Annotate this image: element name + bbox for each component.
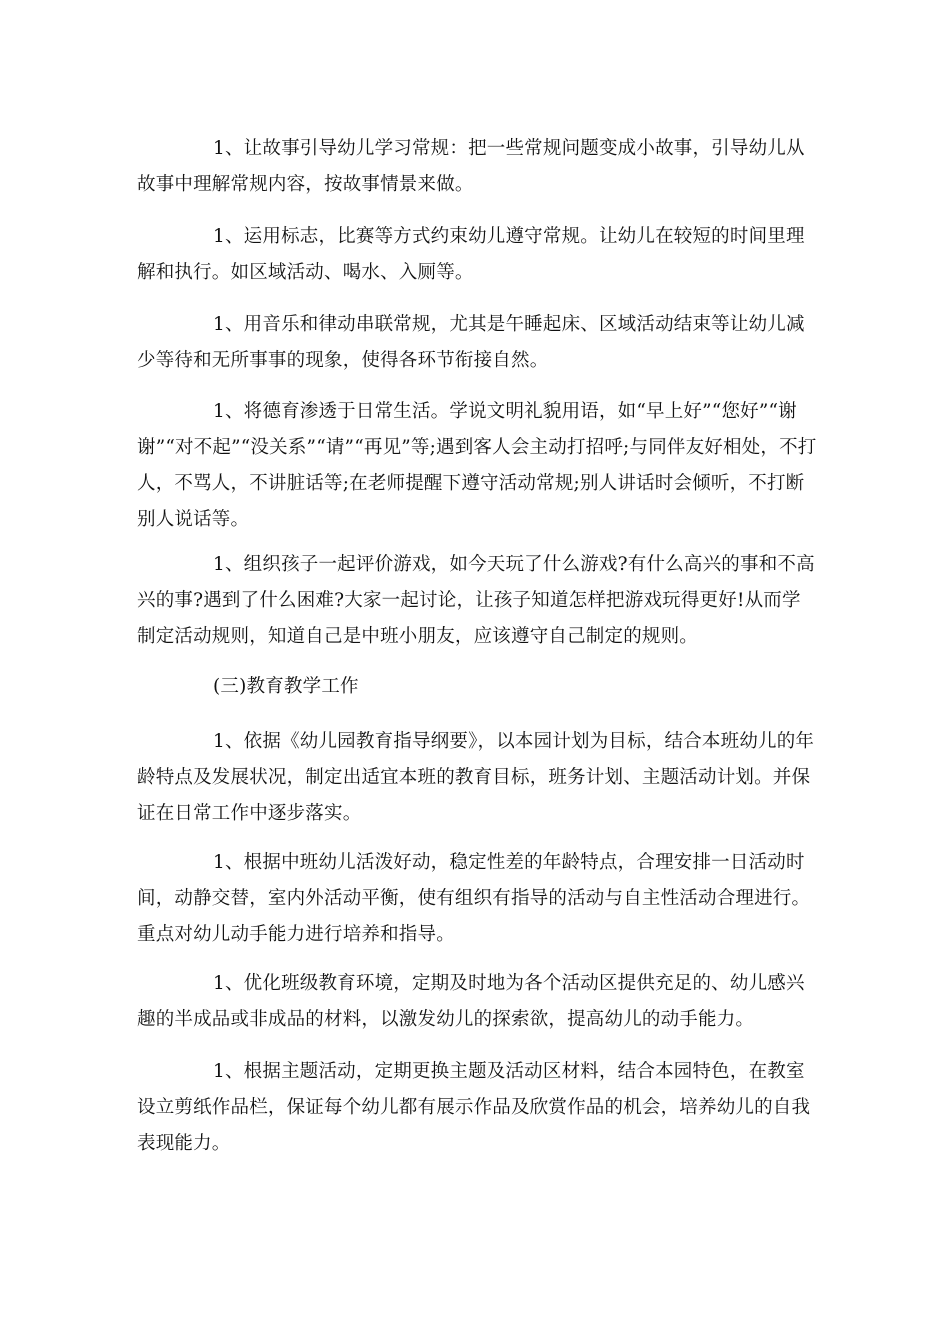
paragraph: 1、用音乐和律动串联常规，尤其是午睡起床、区域活动结束等让幼儿减少等待和无所事事的现象，使得各环节衔接自然。	[137, 314, 805, 371]
paragraph: 1、优化班级教育环境，定期及时地为各个活动区提供充足的、幼儿感兴趣的半成品或非成品的材料，以激发幼儿的探索欲，提高幼儿的动手能力。	[137, 973, 805, 1030]
paragraph: 1、让故事引导幼儿学习常规：把一些常规问题变成小故事，引导幼儿从故事中理解常规内容，按故事情景来做。	[137, 138, 805, 195]
paragraph: 1、根据中班幼儿活泼好动，稳定性差的年龄特点，合理安排一日活动时间，动静交替，室内外活动平衡，使有组织有指导的活动与自主性活动合理进行。重点对幼儿动手能力进行培养和指导。	[137, 852, 811, 945]
paragraph: 1、将德育渗透于日常生活。学说文明礼貌用语，如“早上好”“您好”“谢谢”“对不起”“没关系”“请”“再见”等;遇到客人会主动打招呼;与同伴友好相处，不打人，不骂人，不讲脏话等;在老师提醒下遵守活动常规;别人讲话时会倾听，不打断别人说话等。	[137, 401, 817, 530]
paragraph: 1、依据《幼儿园教育指导纲要》，以本园计划为目标，结合本班幼儿的年龄特点及发展状况，制定出适宜本班的教育目标，班务计划、主题活动计划。并保证在日常工作中逐步落实。	[137, 731, 815, 824]
paragraph: 1、运用标志，比赛等方式约束幼儿遵守常规。让幼儿在较短的时间里理解和执行。如区域活动、喝水、入厕等。	[137, 226, 805, 283]
section-heading: (三)教育教学工作	[213, 676, 359, 697]
paragraph: 1、根据主题活动，定期更换主题及活动区材料，结合本园特色，在教室设立剪纸作品栏，保证每个幼儿都有展示作品及欣赏作品的机会，培养幼儿的自我表现能力。	[137, 1061, 811, 1154]
paragraph: 1、组织孩子一起评价游戏，如今天玩了什么游戏?有什么高兴的事和不高兴的事?遇到了什么困难?大家一起讨论，让孩子知道怎样把游戏玩得更好!从而学制定活动规则，知道自己是中班小朋友，应该遵守自己制定的规则。	[137, 554, 815, 647]
